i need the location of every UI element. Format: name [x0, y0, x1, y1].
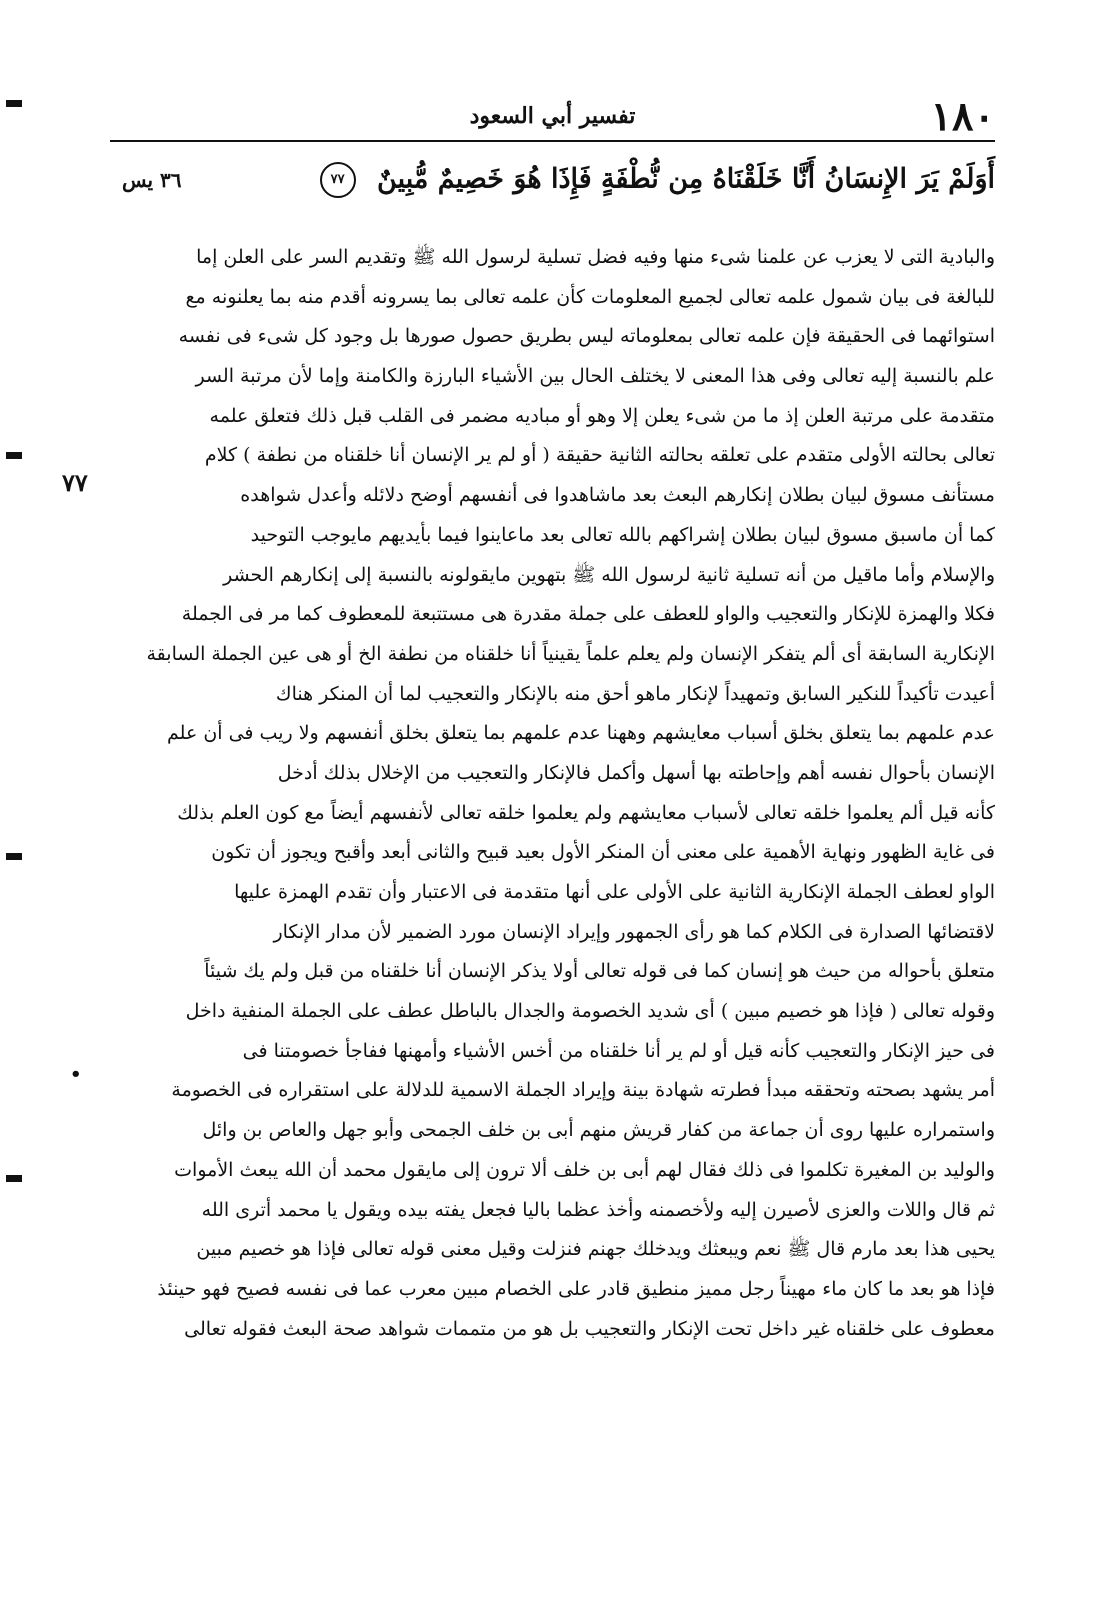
text-line: واستمراره عليها روى أن جماعة من كفار قريش منهم أبى بن خلف الجمحى وأبو جهل والعاص بن وائل: [202, 1119, 995, 1142]
text-line: الإنكارية السابقة أى ألم يتفكر الإنسان ولم يعلم علماً يقينياً أنا خلقناه من نطفة الخ أو هى عين الجملة السابقة: [146, 642, 995, 665]
text-line: فإذا هو بعد ما كان ماء مهيناً رجل مميز منطيق قادر على الخصام مبين معرب عما فى نفسه فصيح فهو حينئذ: [157, 1277, 995, 1300]
text-line: فكلا والهمزة للإنكار والتعجيب والواو للعطف على جملة مقدرة هى مستتبعة للمعطوف كما مر فى الجملة: [181, 603, 995, 626]
verse-end-marker: ٧٧: [320, 162, 356, 198]
commentary-text: [110, 238, 995, 1349]
scan-edge-mark: [6, 100, 22, 107]
page-number: ١٨٠: [930, 93, 995, 140]
text-line: الواو لعطف الجملة الإنكارية الثانية على الأولى على أنها متقدمة فى الاعتبار وأن تقدم الهمزة عليها: [234, 881, 995, 903]
header-rule: [110, 140, 995, 142]
surah-label: ٣٦ يس: [122, 168, 182, 192]
text-line: استوائهما فى الحقيقة فإن علمه تعالى بمعلوماته ليس بطريق حصول صورها بل وجود كل شىء فى نفسه: [178, 325, 995, 348]
text-line: تعالى بحالته الأولى متقدم على تعلقه بحالته الثانية حقيقة ( أو لم ير الإنسان أنا خلقناه من نطفة ) كلام: [204, 444, 995, 467]
text-line: متقدمة على مرتبة العلن إذ ما من شىء يعلن إلا وهو أو مباديه مضمر فى القلب قبل ذلك فتعلق علمه: [209, 404, 995, 427]
text-line: أمر يشهد بصحته وتحققه مبدأ فطرته شهادة بينة وإيراد الجملة الاسمية للدلالة على استقراره فى الخصومة: [171, 1079, 995, 1102]
text-line: والبادية التى لا يعزب عن علمنا شىء منها وفيه فضل تسلية لرسول الله ﷺ وتقديم السر على العلن إما: [196, 246, 995, 268]
scan-edge-mark: [6, 452, 22, 459]
text-line: فى غاية الظهور ونهاية الأهمية على معنى أن المنكر الأول بعيد قبيح والثانى أبعد وأقبح ويجوز أن تكون: [211, 841, 995, 864]
verse-text-wrapper: [320, 162, 995, 198]
text-line: والوليد بن المغيرة تكلموا فى ذلك فقال لهم أبى بن خلف ألا ترون إلى مايقول محمد أن الله يبعث الأموات: [174, 1158, 995, 1181]
text-line: الإنسان بأحوال نفسه أهم وإحاطته بها أسهل وأكمل فالإنكار والتعجيب من الإخلال بذلك أدخل: [277, 761, 995, 784]
text-line: أعيدت تأكيداً للنكير السابق وتمهيداً لإنكار ماهو أحق منه بالإنكار والتعجيب لما أن المنكر هناك: [275, 682, 995, 705]
text-line: فى حيز الإنكار والتعجيب كأنه قيل أو لم ير أنا خلقناه من أخس الأشياء وأمهنها ففاجأ خصومتنا فى: [242, 1039, 995, 1062]
text-line: مستأنف مسوق لبيان بطلان إنكارهم البعث بعد ماشاهدوا فى أنفسهم أوضح دلائله وأعدل شواهده: [240, 484, 995, 507]
scan-edge-mark: [6, 1175, 22, 1182]
book-title: تفسير أبي السعود: [469, 103, 636, 129]
text-line: كما أن ماسبق مسوق لبيان بطلان إشراكهم بالله تعالى بعد ماعاينوا فيما بأيديهم مايوجب التوحيد: [250, 523, 995, 546]
page-header: [110, 93, 995, 140]
text-line: يحيى هذا بعد مارم قال ﷺ نعم ويبعثك ويدخلك جهنم فنزلت وقيل معنى قوله تعالى فإذا هو خصيم مبين: [196, 1238, 995, 1261]
scan-edge-mark: [6, 853, 22, 860]
text-line: علم بالنسبة إليه تعالى وفى هذا المعنى لا يختلف الحال بين الأشياء البارزة والكامنة وإما لأن مرتبة السر: [195, 365, 995, 388]
text-line: عدم علمهم بما يتعلق بخلق أسباب معايشهم وههنا عدم علمهم بما يتعلق بخلق أنفسهم ولا ريب فى أن علم: [167, 722, 995, 745]
verse-text: أَوَلَمْ يَرَ الإِنسَانُ أَنَّا خَلَقْنَاهُ مِن نُّطْفَةٍ فَإِذَا هُوَ خَصِيمٌ مُّبِينٌ: [377, 163, 995, 195]
text-line: وقوله تعالى ( فإذا هو خصيم مبين ) أى شديد الخصومة والجدال بالباطل عطف على الجملة المنفية داخل: [185, 1000, 995, 1023]
text-line: كأنه قيل ألم يعلموا خلقه تعالى لأسباب معايشهم ولم يعلموا خلقه تعالى لأنفسهم أيضاً مع كون العلم بذلك: [177, 801, 995, 824]
margin-verse-number: ٧٧: [62, 468, 88, 497]
text-line: للبالغة فى بيان شمول علمه تعالى لجميع المعلومات كأن علمه تعالى بما يسرونه أقدم منه بما يعلنونه مع: [185, 285, 995, 308]
text-line: لاقتضائها الصدارة فى الكلام كما هو رأى الجمهور وإيراد الإنسان مورد الضمير لأن مدار الإنكار: [273, 920, 995, 943]
text-line: ثم قال واللات والعزى لأصيرن إليه ولأخصمنه وأخذ عظما باليا فجعل يفته بيده ويقول يا محمد أترى الله: [201, 1198, 995, 1221]
text-line: والإسلام وأما ماقيل من أنه تسلية ثانية لرسول الله ﷺ بتهوين مايقولونه بالنسبة إلى إنكارهم الحشر: [223, 563, 995, 586]
text-line: متعلق بأحواله من حيث هو إنسان كما فى قوله تعالى أولا يذكر الإنسان أنا خلقناه من قبل ولم يك شيئاً: [204, 960, 995, 983]
margin-dot: •: [70, 1064, 82, 1085]
text-line: معطوف على خلقناه غير داخل تحت الإنكار والتعجيب بل هو من متممات شواهد صحة البعث فقوله تعالى: [184, 1317, 995, 1340]
quran-verse: [110, 162, 995, 208]
